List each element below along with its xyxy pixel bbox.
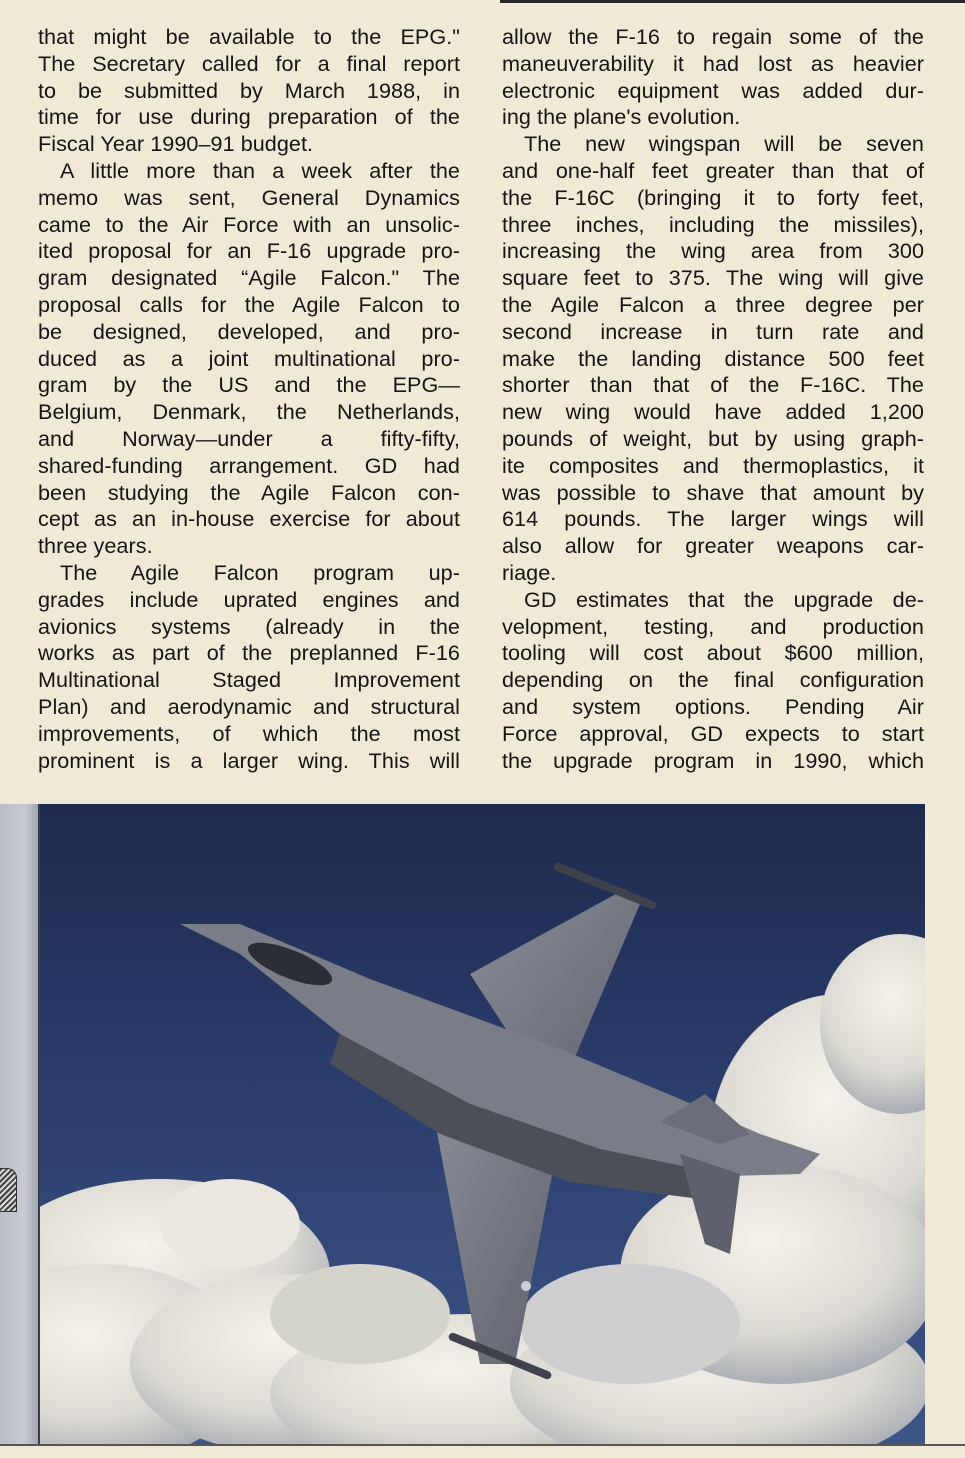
jet-photo	[40, 804, 925, 1444]
left-line: duced as a joint multinational pro-	[38, 345, 460, 371]
left-line: that might be available to the EPG."	[38, 24, 460, 49]
right-line: riage.	[502, 559, 557, 585]
right-line: the upgrade program in 1990, which	[502, 747, 924, 773]
left-line: came to the Air Force with an unsolic-	[38, 211, 460, 237]
right-line: allow the F-16 to regain some of the	[502, 24, 924, 49]
right-line: and one-half feet greater than that of	[502, 157, 924, 183]
left-line: The Secretary called for a final report	[38, 50, 460, 76]
left-line: time for use during preparation of the	[38, 104, 460, 130]
right-line: second increase in turn rate and	[502, 318, 924, 344]
left-line: shared-funding arrangement. GD had	[38, 452, 460, 478]
left-line: avionics systems (already in the	[38, 613, 460, 639]
left-line: gram designated “Agile Falcon." The	[38, 265, 460, 291]
left-line: proposal calls for the Agile Falcon to	[38, 291, 460, 317]
right-line: shorter than that of the F-16C. The	[502, 372, 924, 398]
right-line: electronic equipment was added dur-	[502, 77, 924, 103]
left-line: The Agile Falcon program up-	[60, 559, 460, 585]
right-line: ite composites and thermoplastics, it	[502, 452, 924, 478]
left-line: works as part of the preplanned F-16	[38, 640, 460, 666]
adjacent-photo-edge	[0, 804, 40, 1444]
left-line: Fiscal Year 1990–91 budget.	[38, 131, 314, 157]
right-line: depending on the final configuration	[502, 667, 924, 693]
right-line: velopment, testing, and production	[502, 613, 924, 639]
right-line: 614 pounds. The larger wings will	[502, 506, 924, 532]
left-line: be designed, developed, and pro-	[38, 318, 460, 344]
left-line: and Norway—under a fifty-fifty,	[38, 425, 460, 451]
right-line: new wing would have added 1,200	[502, 399, 924, 425]
left-line: improvements, of which the most	[38, 720, 460, 746]
left-line: to be submitted by March 1988, in	[38, 77, 460, 103]
right-line: maneuverability it had lost as heavier	[502, 50, 924, 76]
jet-photo-svg	[40, 804, 925, 1444]
right-line: make the landing distance 500 feet	[502, 345, 924, 371]
right-line: The new wingspan will be seven	[524, 131, 924, 157]
right-line: square feet to 375. The wing will give	[502, 265, 924, 291]
left-line: memo was sent, General Dynamics	[38, 184, 460, 210]
right-line: was possible to shave that amount by	[502, 479, 924, 505]
right-line: three inches, including the missiles),	[502, 211, 924, 237]
right-text-column	[502, 24, 924, 774]
right-line: Force approval, GD expects to start	[502, 720, 924, 746]
right-line: the Agile Falcon a three degree per	[502, 291, 924, 317]
left-line: three years.	[38, 533, 153, 559]
right-line: pounds of weight, but by using graph-	[502, 425, 924, 451]
left-line: Plan) and aerodynamic and structural	[38, 693, 460, 719]
left-line: cept as an in-house exercise for about	[38, 506, 460, 532]
left-line: A little more than a week after the	[60, 157, 460, 183]
left-line: Belgium, Denmark, the Netherlands,	[38, 399, 460, 425]
right-line: ing the plane's evolution.	[502, 104, 741, 130]
left-line: been studying the Agile Falcon con-	[38, 479, 460, 505]
left-line: prominent is a larger wing. This will	[38, 747, 460, 773]
right-line: GD estimates that the upgrade de-	[524, 586, 924, 612]
left-line: grades include uprated engines and	[38, 586, 460, 612]
right-line: also allow for greater weapons car-	[502, 533, 924, 559]
right-line: and system options. Pending Air	[502, 693, 924, 719]
page-corner-mark	[0, 1168, 17, 1212]
left-line: gram by the US and the EPG—	[38, 372, 460, 398]
bottom-rule	[0, 1444, 965, 1446]
right-line: the F-16C (bringing it to forty feet,	[502, 184, 924, 210]
left-line: Multinational Staged Improvement	[38, 667, 460, 693]
left-line: ited proposal for an F-16 upgrade pro-	[38, 238, 460, 264]
roundel	[521, 1281, 531, 1291]
top-rule	[500, 0, 965, 3]
left-text-column	[38, 24, 460, 774]
right-line: tooling will cost about $600 million,	[502, 640, 924, 666]
right-line: increasing the wing area from 300	[502, 238, 924, 264]
